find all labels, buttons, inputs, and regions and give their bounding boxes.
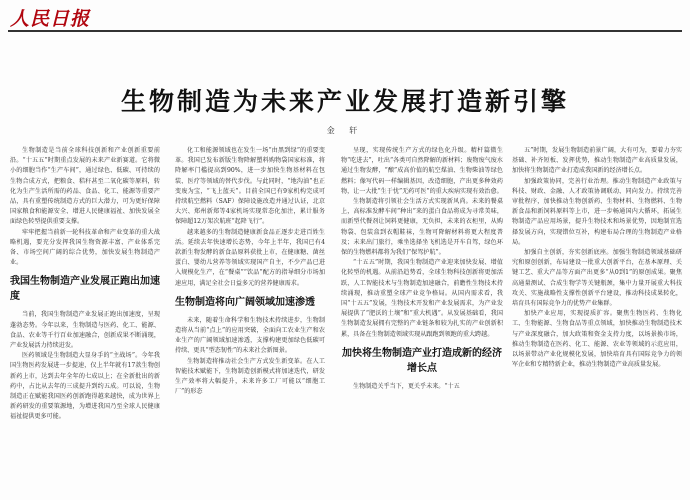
article-column-4 — [512, 146, 682, 496]
paragraph: 生物制造关乎当下，更关乎未来。“十五 — [353, 382, 460, 390]
paragraph: 越来越多的生物制造健康新食品正逐步走进百姓生活。延续去年快速增长态势，今年上半年，我国已有4款新生物发酵的新食品原料获批上市，在健康糖、菌丝蛋白、婴幼儿营养等领域实现国产自主，不少产品已进入规模化生产，在“餐桌”“饮品”配方的指导细分市场加速应用，满足全社会日益多元的营养健康需求。 — [175, 228, 325, 287]
paragraph: 五”时期，发展生物制造前景广阔，大有可为，要着力夯实基础、补齐短板、发挥优势，推动生物制造产业高质量发展，加快将生物制造产业打造成我国新的经济增长点。 — [512, 147, 682, 175]
paragraph: “十五五”时期，我国生物制造产业迎来加快发展、增值化转型的机遇。从前沿趋势看，全球生物科技创新将更加活跃，人工智能技术与生物制造加速融合，前瞻性生物技术持续涌现，推动重塑全球产业竞争格局。从国内需求看，我国“十五五”发展，生物技术开发和产业发展需求，为产业发展提供了“肥沃的土壤”和“重大机遇”。从发展基础看，我国生物制造发展拥有完整的产业链条和较为扎实的产业创新积累，具备在生物制造领域实现从跟跑到领跑的重大跨越。 — [341, 259, 503, 338]
masthead-rule — [8, 30, 682, 32]
section-subheading-2: 生物制造将向广阔领域加速渗透 — [175, 296, 315, 308]
paragraph: 未来，随着生命科学和生物技术持续进步，生物制造将从当前“点上”的应用突破，全面向工农业生产和农业生产的广阔领域加速渗透，支撑构建更加绿色低碳可持续、更具“型态韧性”的未来社会新图景。 — [175, 316, 325, 355]
article-headline: 生物制造为未来产业发展打造新引擎 — [120, 87, 569, 116]
paragraph: 加强政策协同，完善行业治理。推动生物制造产业政策与科技、财政、金融、人才政策协调联动、同向发力。持续完善审批程序，加快推动生物创新药、生物材料、生物燃料、生物新食品和新饲料原料等上市，进一步畅通国内大循环，拓展生物制造产品应用场景，提升生物技术和场景优势，因地制宜选择发展方向，实现错位互补，构建布局合理的生物制造产业格局。 — [512, 177, 682, 246]
paragraph: 生物制造将引领社会生活方式实现新风尚。未来的餐桌上，高标准发酵车间“种出”来的蛋白食品将成为寻常美味，而新型代餐剂让饲料更健康，无负担，未来的衣柜里，从购物袋、包装盒到衣帽鞋袜，生物可降解材料将更大程度普及；未来出门旅行，乘坐选择坐飞机选是开车自驾，绿色环保的生物燃料都将为我们“保驾护航”。 — [341, 198, 503, 257]
paragraph: 医药领域是生物制造大显身手的“主战场”。今年我国生物医药发展进一步提速，仅上半年就有17款生物创新药上市，达到去年全年的七成以上；在全新批出的新药中，占比从去年的三成提升到约五成。可以说，生物制造正在赋能我国医药创新跑得越来越快，成为世界上新药研发的重要策源地，为增进我国乃至全球人民健康福祉提供更多可能。 — [10, 352, 160, 421]
section-subheading-3: 加快将生物制造产业打造成新的经济增长点 — [342, 347, 502, 374]
paragraph: 当前，我国生物制造产业发展正跑出加速度，呈现蓬勃态势。今年以来，生物制造与医药、化工、能源、食品、农业等千行百业加速融合，创新成果不断涌现，产业发展活力持续迸发。 — [10, 311, 160, 350]
paragraph: 生物制造将推动社会生产方式发生新变革。在人工智能技术赋能下，生物制造创新模式将加速迭代，研发生产效率将大幅提升，未来许多工厂可能以“细胞工厂”的形态 — [175, 357, 325, 396]
article-column-2 — [175, 146, 325, 496]
newspaper-masthead: 人民日报 — [10, 8, 91, 30]
paragraph: 牢牢把握当前新一轮科技革命和产业变革的重大战略机遇，要充分发挥我国生物资源丰富、产业体系完备、市场空间广阔的综合优势，加快发展生物制造产业。 — [10, 228, 160, 267]
section-subheading-1: 我国生物制造产业发展正跑出加速度 — [10, 276, 160, 303]
paragraph: 生物制造是当前全球科技创新和产业创新重要前沿。“十五五”时期重点发展的未来产业新赛道。它将微小的细胞当作“生产车间”，通过绿色、低碳、可持续的生物合成方式，把粮食、秸秆甚至二氧化碳等原料，转化为生产生活所需的药品、食品、化工、能源等重要产品，具有重塑传统制造方式的巨大潜力，可为更好保障国家粮食和能源安全、增进人民健康福祉、加快发展全面绿色转型提供重要支撑。 — [10, 147, 160, 226]
paragraph: 呈现，实现传统生产方式的绿色化升级。精杆篇微生物“吃进去”，吐出“各类可自然降解的新材料；废物废气废水通过生物发酵，“酿”成高价值的航空煤油、生物柴油等绿色燃料；像写代码一样编辑基因，改造细胞，产出更多种效药物，让一大批“生于忧”无药可医”的重大疾病实现有效治愈。 — [341, 147, 503, 195]
paragraph: 加快产业应用，实现提质扩容。聚焦生物医药、生物化工、生物能源、生物食品等重点领域，加快推动生物制造技术与产业深度融合，加大政策和资金支持力度，以场景换市场，推动生物制造在医药、化工、能源、农业等领域的示范应用，以场景带动产业化规模化发展，加快培育具有国际竞争力的领军企业和专精特新企业，推动生物制造产业高质量发展。 — [512, 310, 682, 369]
article-column-3 — [341, 146, 503, 496]
paragraph: 化工和能源领域也在发生一场“由黑到绿”的重要变革。我国已发布新版生物降解塑料购物袋国家标准，将降解率门槛提高到90%，进一步加快生物基材料在包装、医疗等领域的替代步伐。与此同时，“地沟油”也正变废为宝，“飞上蓝天”。目前全国已有9家机构完成可持续航空燃料（SAF）保障设施改造并通过认证，北京大兴、郑州新郑等4家机场实现常态化加注，累计服务保障超12万架次航班“起降飞行”。 — [175, 147, 325, 226]
paragraph: 加强自主创新，夯实创新底座。加强生物制造领域基础研究和原创创新，布局建设一批重大创新平台，在基本原理、关键工艺、重大产品等方面产出更多“从0到1”的原创成果。聚焦高通量测试、合成生物学等关键瓶颈，集中力量开展重大科技攻关、实施战略性支撑性创新平台建设，推动科技成果转化，培育具有国际竞争力的优势产业集群。 — [512, 249, 682, 308]
article-column-1 — [10, 146, 160, 496]
article-author: 金 轩 — [326, 126, 364, 135]
